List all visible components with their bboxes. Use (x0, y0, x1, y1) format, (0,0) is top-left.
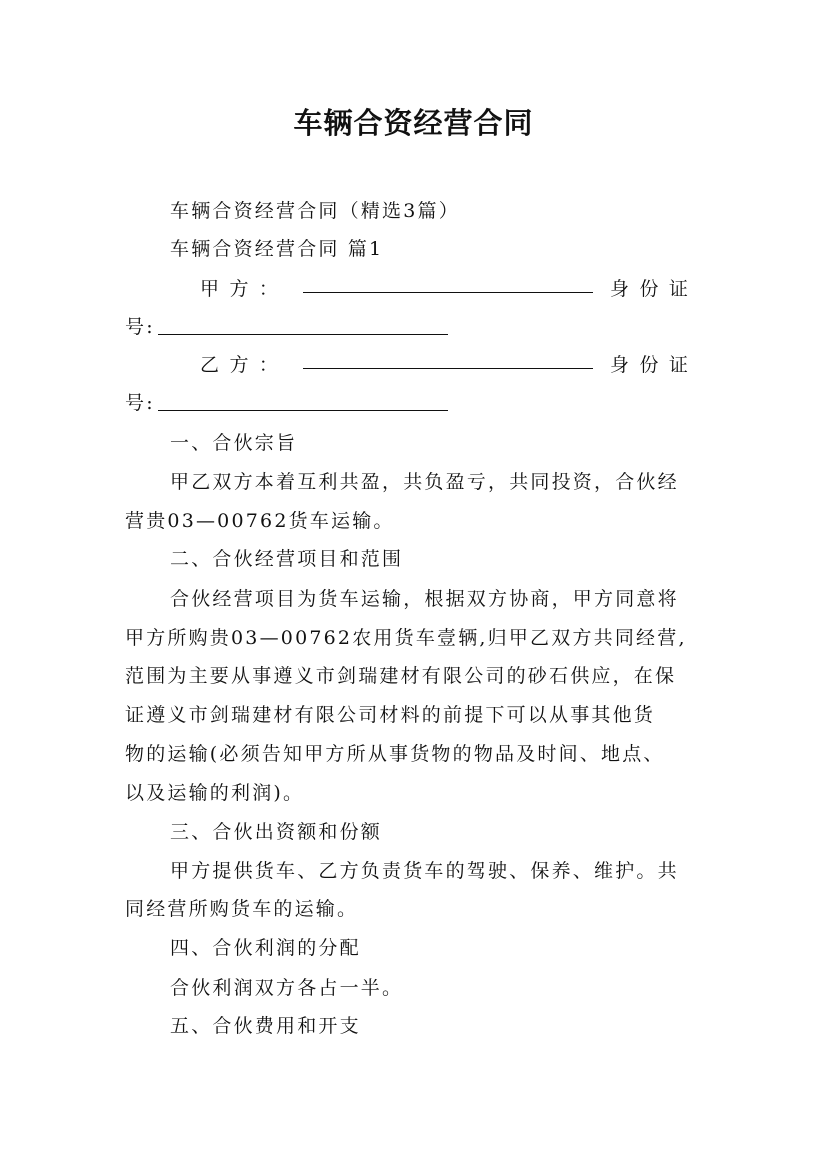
party-b-id-label: 身 份 证 (610, 354, 691, 376)
paragraph-line: 营贵03—00762货车运输。 (125, 510, 395, 532)
party-a-id-blank (158, 334, 448, 335)
paragraph-line: 同经营所购货车的运输。 (125, 898, 359, 920)
section-heading: 三、合伙出资额和份额 (170, 821, 383, 843)
section-heading: 四、合伙利润的分配 (170, 937, 361, 959)
paragraph-line: 证遵义市剑瑞建材有限公司材料的前提下可以从事其他货 (125, 704, 656, 726)
paragraph-line: 范围为主要从事遵义市剑瑞建材有限公司的砂石供应，在保 (125, 665, 677, 687)
section-heading: 一、合伙宗旨 (170, 432, 298, 454)
party-a-id-prefix: 号: (125, 316, 155, 338)
party-b-id-prefix: 号: (125, 392, 155, 414)
paragraph-line: 合伙利润双方各占一半。 (170, 977, 404, 999)
section-heading: 五、合伙费用和开支 (170, 1015, 361, 1037)
paragraph-line: 甲乙双方本着互利共盈，共负盈亏，共同投资，合伙经 (170, 471, 679, 493)
paragraph-line: 物的运输(必须告知甲方所从事货物的物品及时间、地点、 (125, 743, 665, 765)
document-subtitle: 车辆合资经营合同（精选3篇） (170, 200, 460, 222)
chapter-heading: 车辆合资经营合同 篇1 (170, 238, 384, 260)
party-a-id-label: 身 份 证 (610, 278, 691, 300)
paragraph-line: 以及运输的利润)。 (125, 782, 305, 804)
document-title: 车辆合资经营合同 (293, 106, 534, 140)
party-b-id-blank (158, 410, 448, 411)
party-b-label: 乙 方 ： (200, 354, 281, 376)
party-b-name-blank (303, 368, 593, 369)
paragraph-line: 甲方提供货车、乙方负责货车的驾驶、保养、维护。共 (170, 860, 679, 882)
section-heading: 二、合伙经营项目和范围 (170, 548, 404, 570)
paragraph-line: 合伙经营项目为货车运输，根据双方协商，甲方同意将 (170, 588, 679, 610)
paragraph-line: 甲方所购贵03—00762农用货车壹辆,归甲乙双方共同经营, (125, 627, 687, 649)
party-a-label: 甲 方 ： (200, 278, 281, 300)
party-a-name-blank (303, 292, 593, 293)
